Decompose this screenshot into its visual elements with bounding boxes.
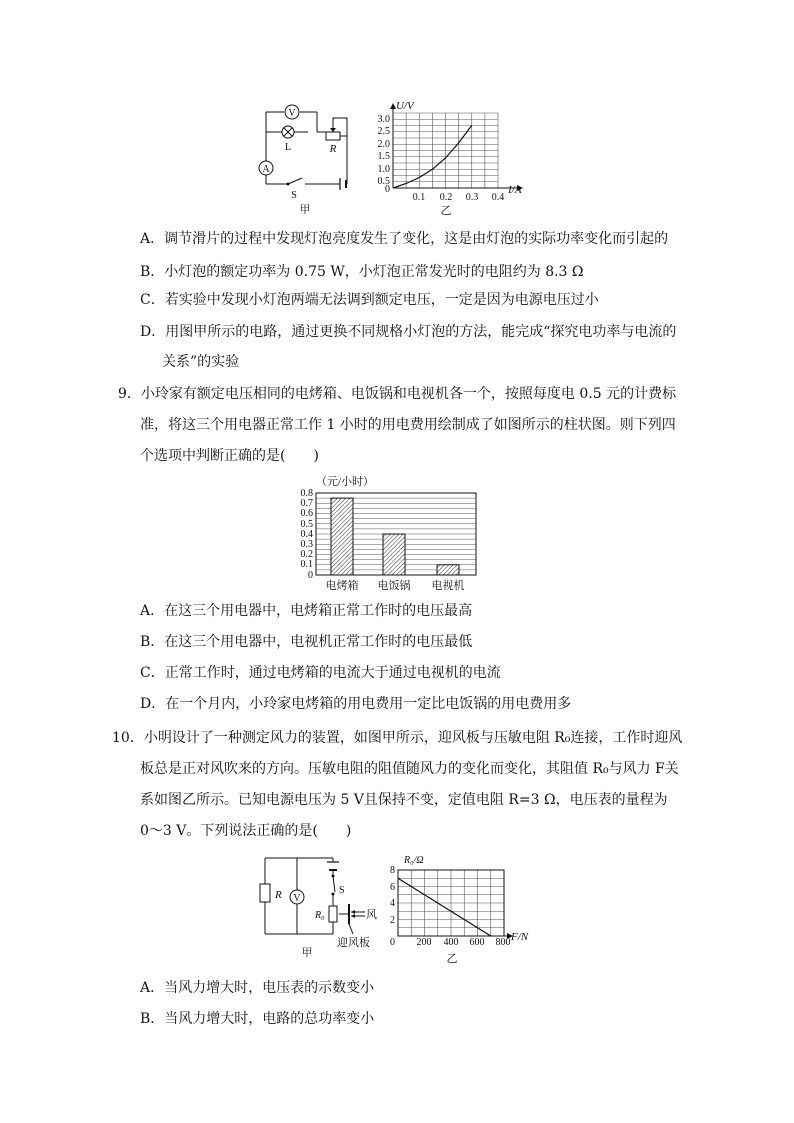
chart-ylabel: R₀/Ω	[404, 855, 424, 866]
y-tick-label: 0	[390, 937, 395, 948]
bar	[437, 565, 459, 575]
q10-stem-line: 0～3 V。下列说法正确的是( )	[140, 823, 352, 839]
x-tick-label: 600	[469, 937, 485, 948]
wind-label: 风	[366, 909, 377, 921]
q10-stem-line: 系如图乙所示。已知电源电压为 5 V且保持不变，定值电阻 R=3 Ω，电压表的量程为	[140, 792, 668, 808]
bar	[331, 498, 353, 575]
y-tick-label: 0.8	[300, 488, 313, 499]
y-tick-label: 1.0	[377, 164, 390, 175]
q9-option-d: D．在一个月内，小玲家电烤箱的用电费用一定比电饭锅的用电费用多	[140, 696, 572, 712]
y-tick-label: 0	[385, 184, 390, 195]
x-tick-label: 0.4	[491, 192, 505, 203]
fig8-chart	[368, 98, 538, 216]
lamp-label: L	[284, 142, 292, 153]
category-label: 电视机	[431, 580, 465, 592]
y-tick-label: 0.6	[300, 508, 313, 519]
figure-caption-jia: 甲	[299, 204, 311, 215]
y-tick-label: 0.5	[300, 519, 313, 530]
y-tick-label: 0.2	[300, 549, 313, 560]
q10-stem-line: 板总是正对风吹来的方向。压敏电阻的阻值随风力的变化而变化，其阻值 R₀与风力 F关	[140, 761, 679, 777]
x-tick-label: 0.3	[465, 192, 479, 203]
wind-arrow-icon	[351, 910, 355, 914]
resistor-label: R	[329, 143, 337, 155]
pressure-resistor-symbol	[329, 906, 337, 922]
y-tick-label: 0	[308, 570, 313, 581]
figure-caption-yi: 乙	[440, 205, 452, 216]
fig8-circuit	[250, 100, 360, 215]
voltmeter-label: V	[288, 108, 296, 119]
y-tick-label: 0.1	[300, 559, 313, 570]
y-tick-label: 8	[390, 865, 395, 876]
q8-option-d: D．用图甲所示的电路，通过更换不同规格小灯泡的方法，能完成“探究电功率与电流的	[140, 324, 677, 340]
y-tick-label: 4	[390, 898, 395, 909]
q9-option-c: C．正常工作时，通过电烤箱的电流大于通过电视机的电流	[140, 665, 501, 681]
q9-option-b: B．在这三个用电器中，电视机正常工作时的电压最低	[140, 634, 473, 650]
q9-stem-line: 个选项中判断正确的是( )	[140, 448, 319, 464]
switch-label: S	[291, 190, 297, 201]
q9-stem-line: 9．小玲家有额定电压相同的电烤箱、电饭锅和电视机各一个，按照每度电 0.5 元的计费标	[118, 386, 677, 402]
resistor-label: R	[275, 889, 282, 901]
y-tick-label: 0.4	[300, 529, 313, 540]
figure-caption-yi: 乙	[446, 953, 458, 965]
chart-ylabel: U/V	[396, 100, 414, 112]
y-tick-label: 2.0	[377, 139, 390, 150]
y-tick-label: 6	[390, 882, 395, 893]
q10-stem-line: 10．小明设计了一种测定风力的装置，如图甲所示，迎风板与压敏电阻 R₀连接，工作时迎风	[112, 730, 683, 746]
q10-option-b: B．当风力增大时，电路的总功率变小	[140, 1011, 375, 1027]
switch-label: S	[339, 885, 345, 896]
x-tick-label: 0.1	[412, 192, 426, 203]
wind-arrow-icon	[351, 914, 355, 918]
category-label: 电饭锅	[377, 580, 411, 592]
board-label: 迎风板	[337, 937, 370, 949]
category-label: 电烤箱	[325, 580, 359, 592]
q10-chart	[380, 850, 540, 966]
y-tick-label: 3.0	[377, 114, 390, 125]
fixed-resistor-symbol	[260, 884, 270, 902]
y-tick-label: 0.3	[300, 539, 313, 550]
q9-bar-chart	[290, 473, 490, 595]
bar	[383, 534, 405, 575]
y-tick-label: 0.7	[300, 498, 313, 509]
q10-circuit	[255, 848, 385, 966]
q10-option-a: A．当风力增大时，电压表的示数变小	[140, 980, 375, 996]
y-tick-label: 2.5	[377, 126, 390, 137]
x-tick-label: 800	[495, 937, 511, 948]
q9-stem-line: 准，将这三个用电器正常工作 1 小时的用电费用绘制成了如图所示的柱状图。则下列四	[140, 417, 676, 433]
chart-xlabel: F/N	[511, 931, 529, 943]
slider-arrow	[330, 128, 336, 132]
chart-xlabel: I/A	[508, 184, 522, 196]
bar-chart-unit-label: （元/小时）	[316, 476, 375, 488]
q8-option-c: C．若实验中发现小灯泡两端无法调到额定电压，一定是因为电源电压过小	[140, 292, 599, 308]
r0-f-line	[398, 878, 491, 936]
figure-caption-jia: 甲	[301, 947, 313, 959]
y-tick-label: 0.5	[377, 176, 390, 187]
y-tick-label: 1.5	[377, 151, 390, 162]
x-tick-label: 0.2	[439, 192, 453, 203]
q8-option-b: B．小灯泡的额定功率为 0.75 W，小灯泡正常发光时的电阻约为 8.3 Ω	[140, 264, 584, 280]
sensor-label: R₀	[315, 910, 325, 921]
y-tick-label: 2	[390, 915, 395, 926]
q8-option-a: A．调节滑片的过程中发现灯泡亮度发生了变化，这是由灯泡的实际功率变化而引起的	[140, 231, 669, 247]
x-tick-label: 200	[416, 937, 432, 948]
q9-option-a: A．在这三个用电器中，电烤箱正常工作时的电压最高	[140, 603, 473, 619]
voltmeter-label: V	[293, 893, 301, 904]
x-tick-label: 400	[443, 937, 459, 948]
ammeter-label: A	[262, 164, 270, 175]
q8-option-d-cont: 关系”的实验	[162, 354, 240, 370]
